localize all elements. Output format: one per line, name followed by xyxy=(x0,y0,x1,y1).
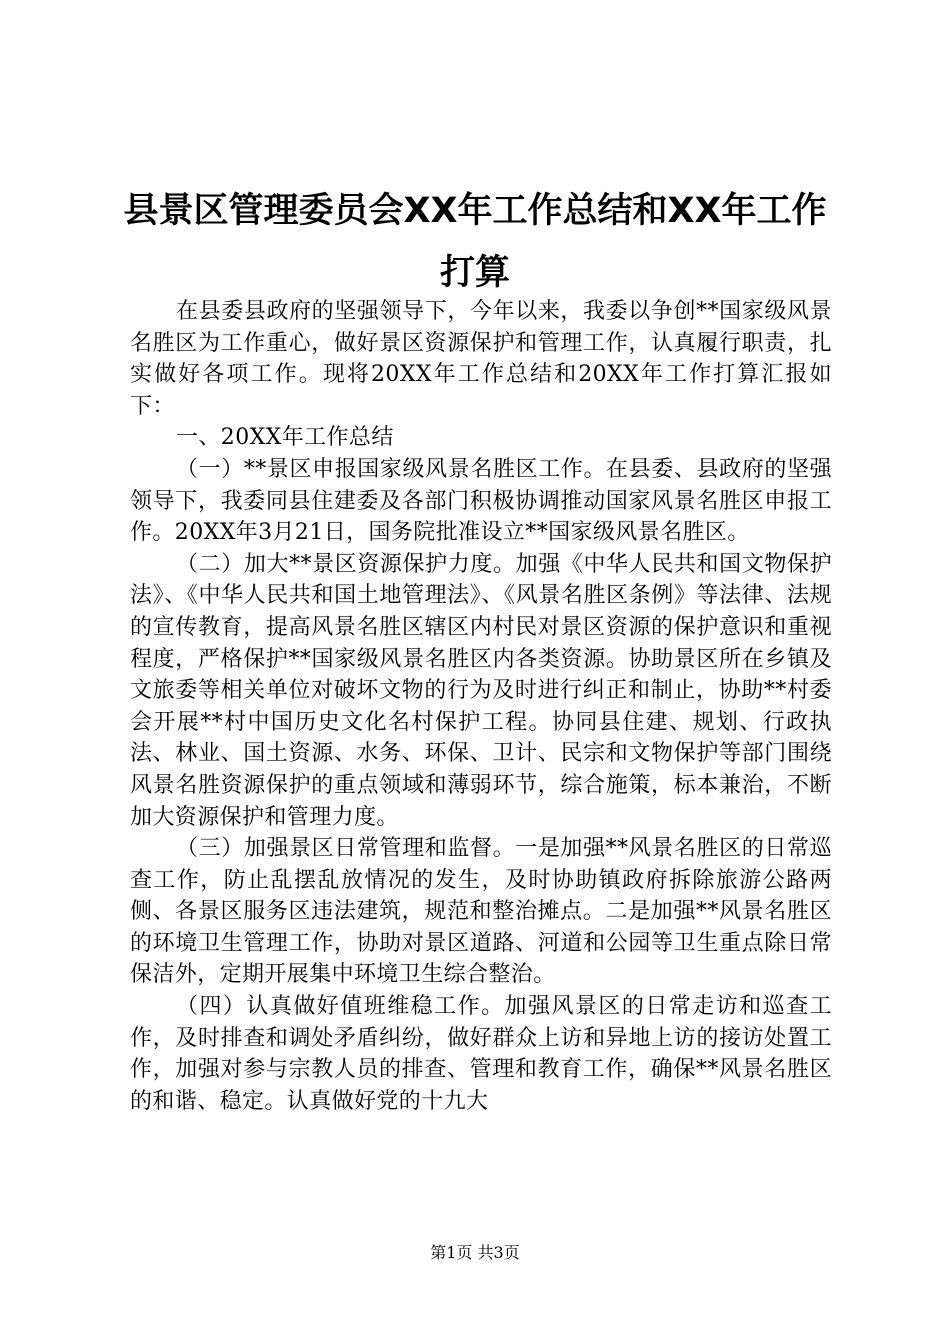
paragraph-item-2: （二）加大**景区资源保护力度。加强《中华人民共和国文物保护法》、《中华人民共和国土地管理法》、《风景名胜区条例》等法律、法规的宣传教育，提高风景名胜区辖区内村民对景区资源的保护意识和重视程度，严格保护**国家级风景名胜区内各类资源。协助景区所在乡镇及文旅委等相关单位对破坏文物的行为及时进行纠正和制止，协助**村委会开展**村中国历史文化名村保护工程。协同县住建、规划、行政执法、林业、国土资源、水务、环保、卫计、民宗和文物保护等部门围绕风景名胜资源保护的重点领域和薄弱环节，综合施策，标本兼治，不断加大资源保护和管理力度。 xyxy=(130,551,832,830)
document-title: 县景区管理委员会XX年工作总结和XX年工作打算 xyxy=(123,191,827,293)
paragraph-item-1: （一）**景区申报国家级风景名胜区工作。在县委、县政府的坚强领导下，我委同县住建委及各部门积极协调推动国家风景名胜区申报工作。20XX年3月21日，国务院批准设立**国家级风景名胜区。 xyxy=(130,456,832,546)
paragraph-item-4: （四）认真做好值班维稳工作。加强风景区的日常走访和巡查工作，及时排查和调处矛盾纠纷，做好群众上访和异地上访的接访处置工作，加强对参与宗教人员的排查、管理和教育工作，确保**风景名胜区的和谐、稳定。认真做好党的十九大 xyxy=(130,994,832,1114)
intro-paragraph: 在县委县政府的坚强领导下，今年以来，我委以争创**国家级风景名胜区为工作重心，做好景区资源保护和管理工作，认真履行职责，扎实做好各项工作。现将20XX年工作总结和20XX年工作打算汇报如下： xyxy=(130,299,832,419)
page-number-footer: 第1页 共3页 xyxy=(430,1243,520,1262)
section-heading-summary: 一、20XX年工作总结 xyxy=(176,425,394,451)
document-body xyxy=(130,296,832,1117)
paragraph-item-3: （三）加强景区日常管理和监督。一是加强**风景名胜区的日常巡查工作，防止乱摆乱放情况的发生，及时协助镇政府拆除旅游公路两侧、各景区服务区违法建筑，规范和整治摊点。二是加强**风景名胜区的环境卫生管理工作，协助对景区道路、河道和公园等卫生重点除日常保洁外，定期开展集中环境卫生综合整治。 xyxy=(130,836,832,988)
